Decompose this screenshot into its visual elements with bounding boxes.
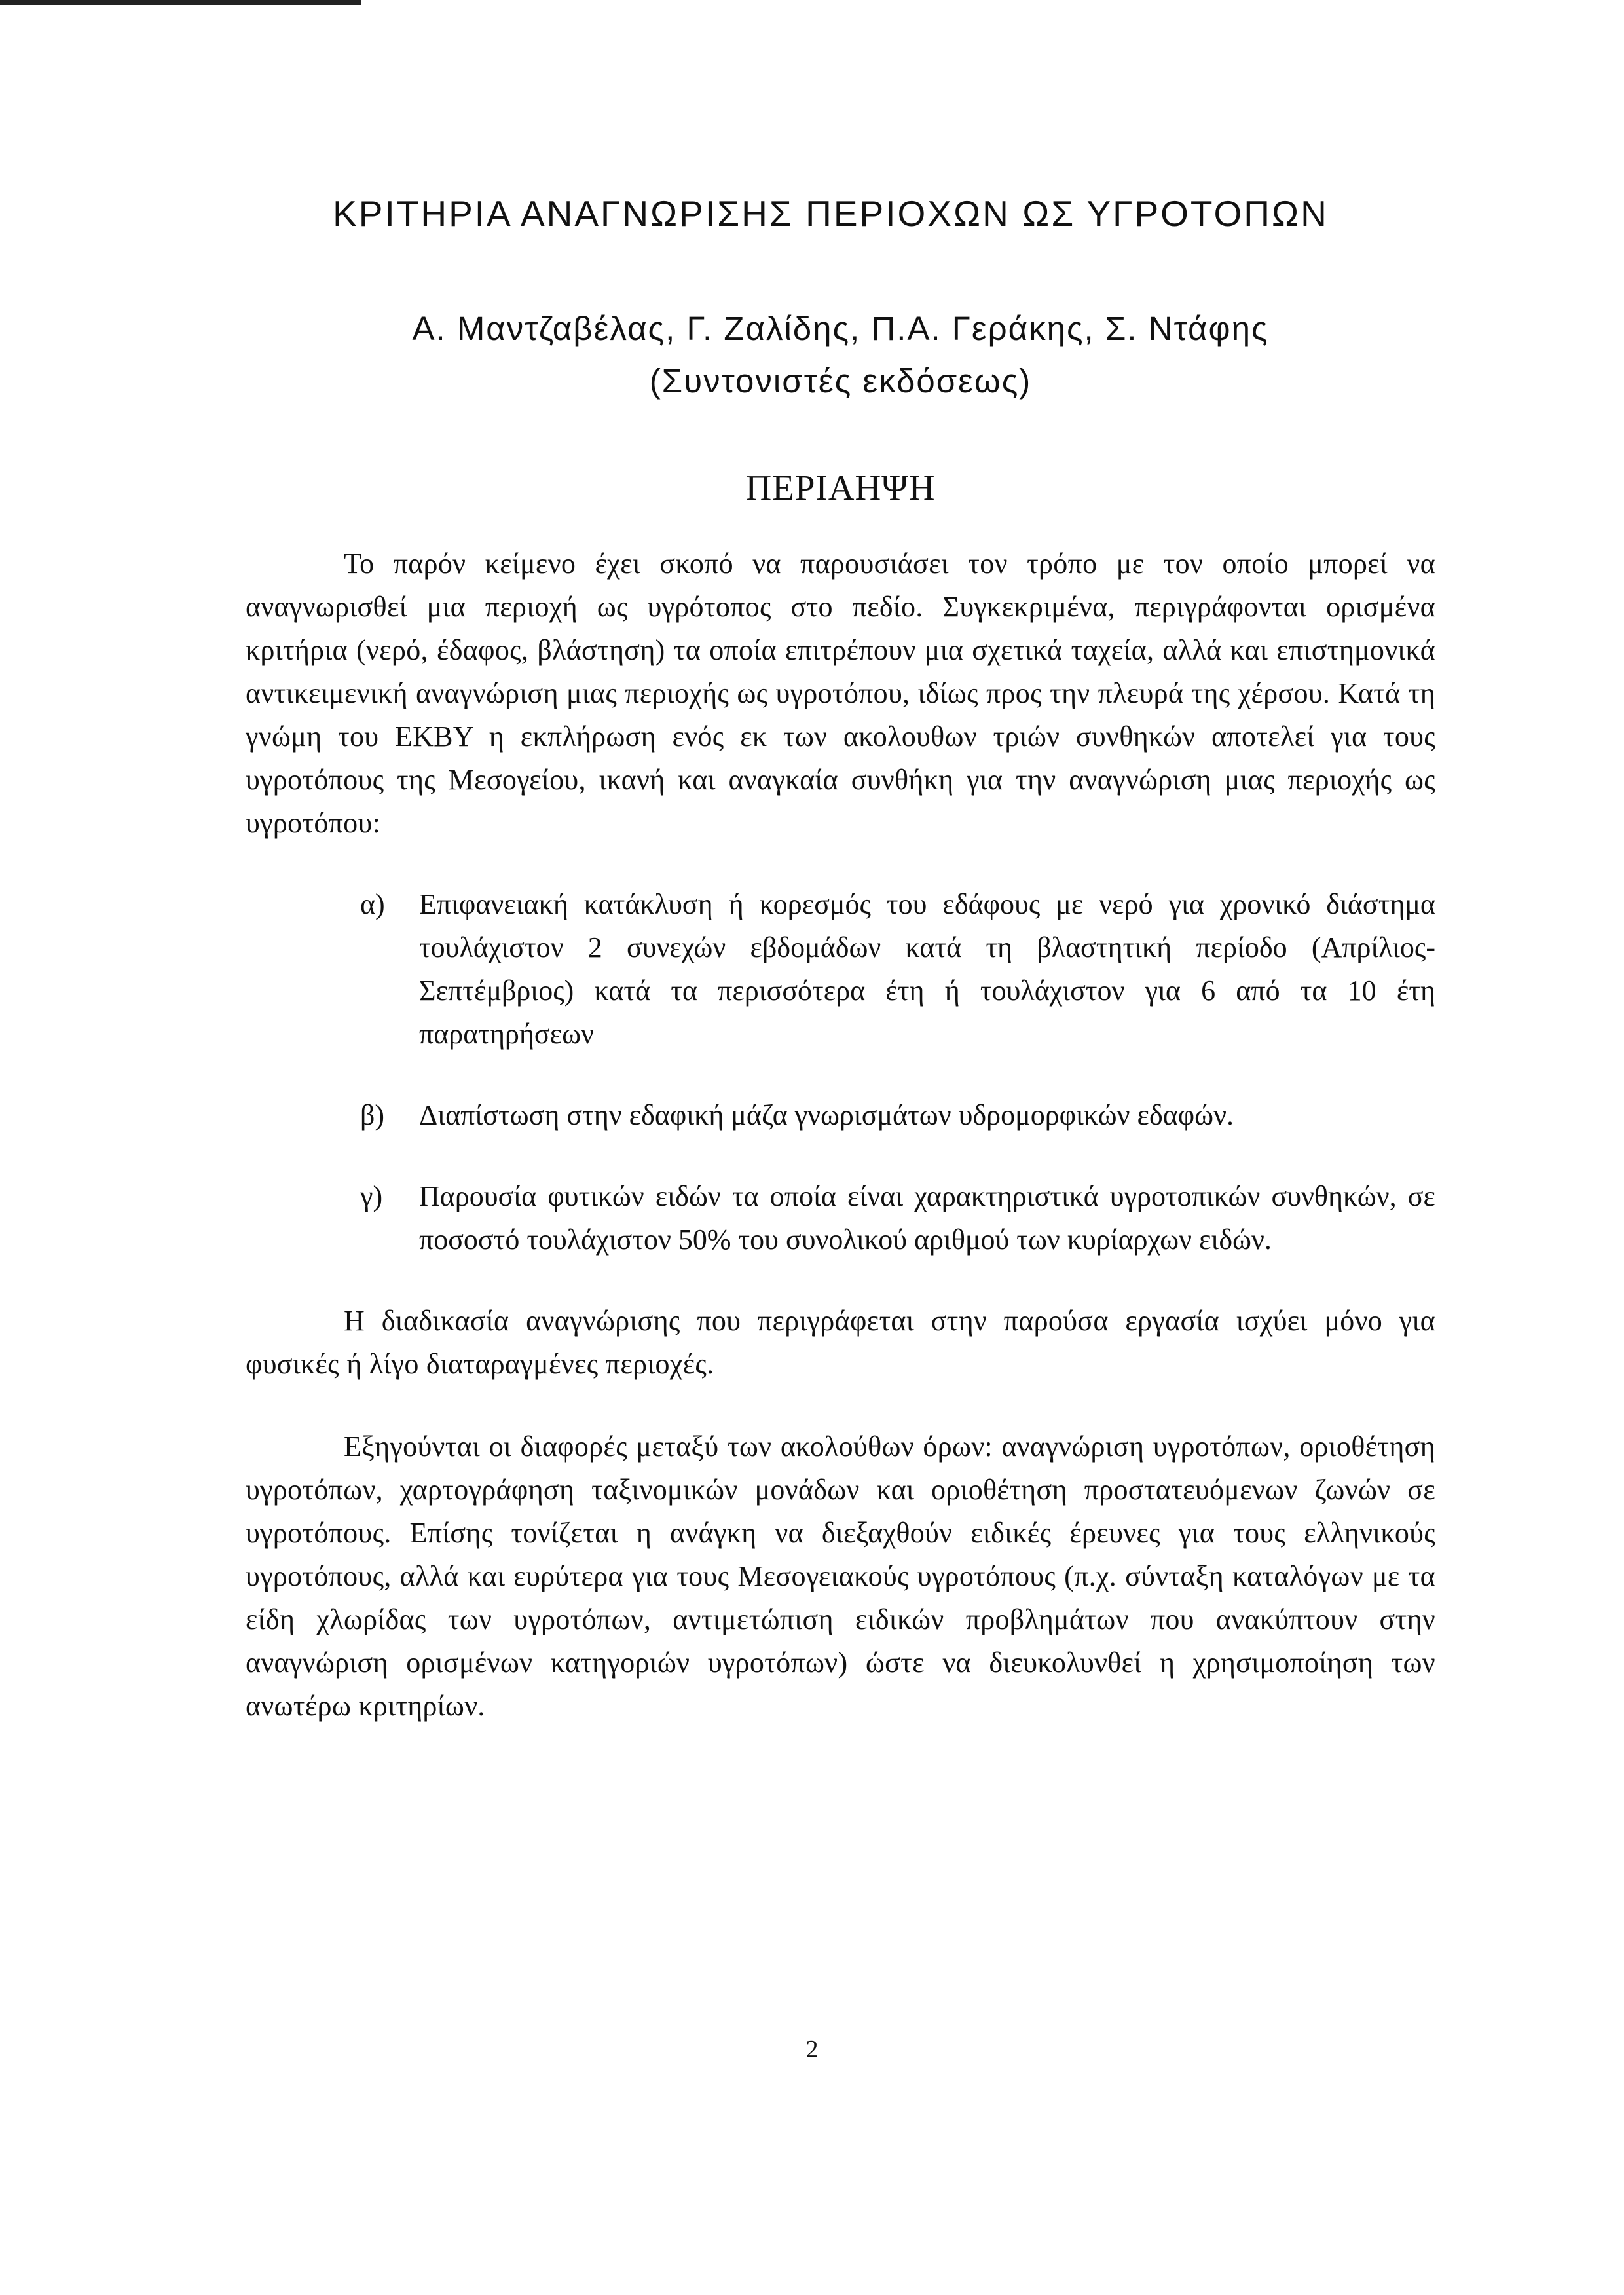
abstract-heading: ΠΕΡΙΑΗΨΗ: [745, 468, 936, 508]
criteria-list: [246, 883, 1435, 1261]
criterion-item-b: [360, 1094, 1435, 1137]
editor-note: (Συντονιστές εκδόσεως): [649, 362, 1032, 400]
criterion-text: Διαπίστωση στην εδαφική μάζα γνωρισμάτων υδρομορφικών εδαφών.: [419, 1099, 1234, 1131]
criterion-item-c: [360, 1175, 1435, 1261]
author-block: [246, 303, 1435, 407]
criterion-item-a: [360, 883, 1435, 1056]
criterion-marker: α): [360, 888, 385, 920]
criterion-marker: β): [360, 1099, 385, 1131]
document-page: [246, 190, 1435, 1728]
criterion-text: Επιφανειακή κατάκλυση ή κορεσμός του εδάφους με νερό για χρονικό διάστημα τουλάχιστον 2 συνεχών εβδομάδων κατά τη βλαστητική περίοδο (Απρίλιος- Σεπτέμβριος) κατά τα περισσότερα έτη ή τουλάχιστον για 6 από τα 10 έτη παρατηρήσεων: [419, 888, 1435, 1050]
criterion-marker: γ): [360, 1180, 383, 1212]
document-title: ΚΡΙΤΗΡΙΑ ΑΝΑΓΝΩΡΙΣΗΣ ΠΕΡΙΟΧΩΝ ΩΣ ΥΓΡΟΤΟΠΩΝ: [333, 193, 1329, 234]
scan-edge-mark: [0, 0, 361, 5]
validity-paragraph: Η διαδικασία αναγνώρισης που περιγράφεται στην παρούσα εργασία ισχύει μόνο για φυσικές ή λίγο διαταραγμένες περιοχές.: [246, 1305, 1435, 1380]
intro-paragraph: Το παρόν κείμενο έχει σκοπό να παρουσιάσει τον τρόπο με τον οποίο μπορεί να αναγνωρισθεί μια περιοχή ως υγρότοπος στο πεδίο. Συγκεκριμένα, περιγράφονται ορισμένα κριτήρια (νερό, έδαφος, βλάστηση) τα οποία επιτρέπουν μια σχετικά ταχεία, αλλά και επιστημονικά αντικειμενική αναγνώριση μιας περιοχής ως υγροτόπου, ιδίως προς την πλευρά της χέρσου. Κατά τη γνώμη του ΕΚΒΥ η εκπλήρωση ενός εκ των ακολουθων τριών συνθηκών αποτελεί για τους υγροτόπους της Μεσογείου, ικανή και αναγκαία συνθήκη για την αναγνώριση μιας περιοχής ως υγροτόπου:: [246, 548, 1435, 839]
explanation-paragraph: Εξηγούνται οι διαφορές μεταξύ των ακολούθων όρων: αναγνώριση υγροτόπων, οριοθέτηση υγροτόπων, χαρτογράφηση ταξινομικών μονάδων και οριοθέτηση προστατευόμενων ζωνών σε υγροτόπους. Επίσης τονίζεται η ανάγκη να διεξαχθούν ειδικές έρευνες για τους ελληνικούς υγροτόπους, αλλά και ευρύτερα για τους Μεσογειακούς υγροτόπους (π.χ. σύνταξη καταλόγων με τα είδη χλωρίδας των υγροτόπων, αντιμετώπιση ειδικών προβλημάτων που ανακύπτουν στην αναγνώριση ορισμένων κατηγοριών υγροτόπων) ώστε να διευκολυνθεί η χρησιμοποίηση των ανωτέρω κριτηρίων.: [246, 1430, 1435, 1722]
author-names: Α. Μαντζαβέλας, Γ. Ζαλίδης, Π.Α. Γεράκης, Σ. Ντάφης: [412, 310, 1269, 347]
page-number: 2: [805, 2036, 819, 2063]
criterion-text: Παρουσία φυτικών ειδών τα οποία είναι χαρακτηριστικά υγροτοπικών συνθηκών, σε ποσοστό τουλάχιστον 50% του συνολικού αριθμού των κυρίαρχων ειδών.: [419, 1180, 1435, 1256]
